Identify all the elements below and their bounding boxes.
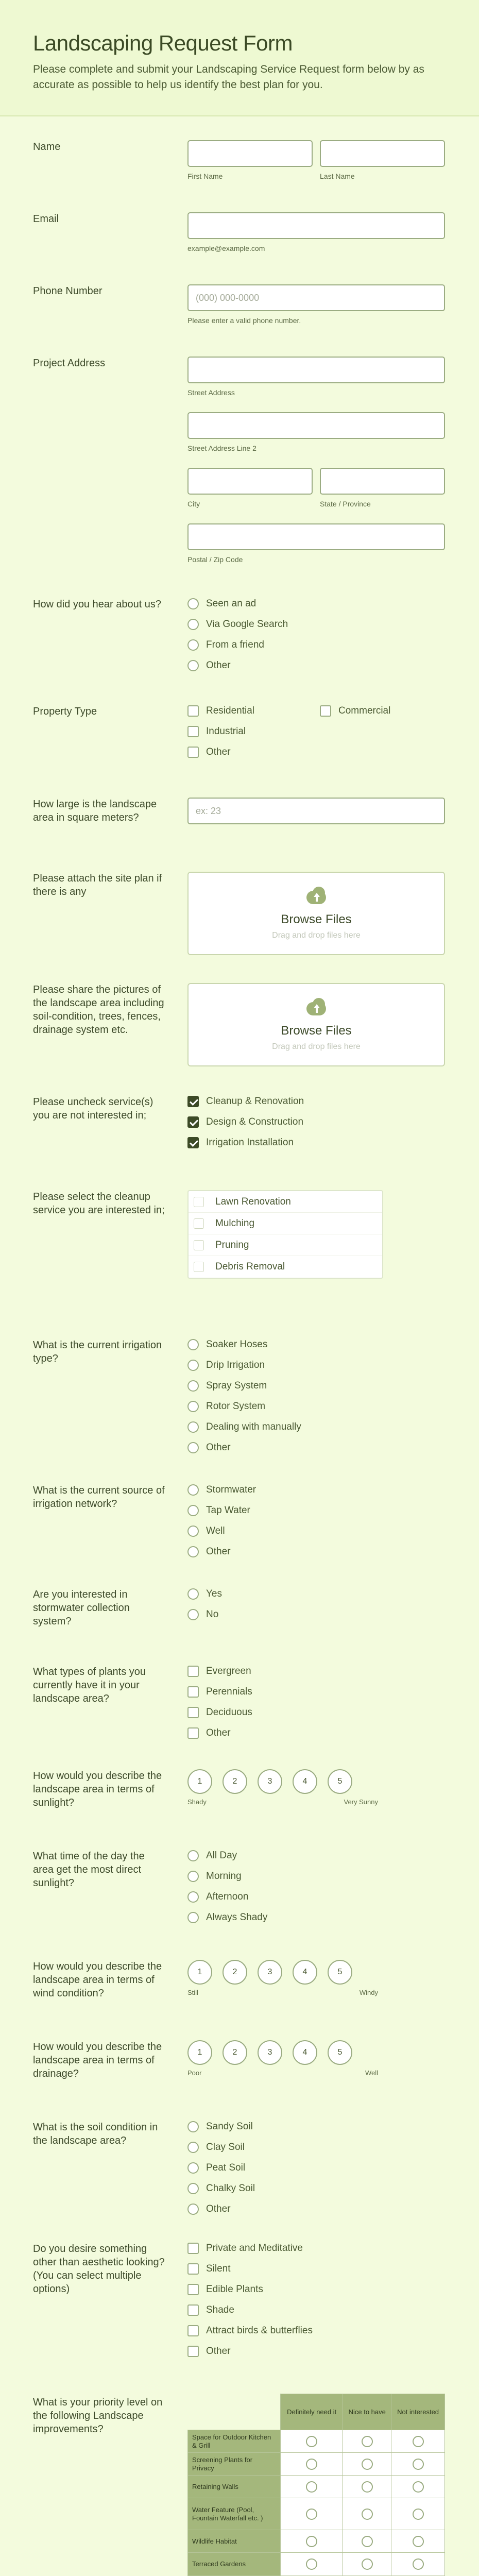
soil-label: What is the soil condition in the landscape area? [33,2122,158,2146]
irrigation-option[interactable] [187,1334,445,1355]
radio-icon [187,1505,199,1516]
heard-option[interactable] [187,614,445,635]
option-label: Design & Construction [206,1116,304,1127]
heard-option[interactable] [187,635,445,655]
email-sublabel: example@example.com [187,244,265,252]
property-option[interactable] [187,701,313,721]
scale-option[interactable]: 5 [328,1960,352,1985]
aesthetic-option[interactable] [187,2259,445,2279]
street-input[interactable] [187,357,445,383]
soil-option[interactable] [187,2158,445,2178]
aesthetic-option[interactable] [187,2279,445,2300]
scale-low-label: Still [187,1989,198,1996]
city-input[interactable] [187,468,313,495]
matrix-row [188,2430,445,2453]
soil-option[interactable] [187,2178,445,2199]
property-row [33,705,445,757]
sun-time-row [33,1850,445,1923]
checkbox-icon [187,1686,199,1698]
option-label: Soaker Hoses [206,1339,268,1350]
uncheck-label: Please uncheck service(s) you are not interested in; [33,1096,153,1121]
pictures-upload[interactable] [187,983,445,1066]
option-label: Residential [206,705,254,716]
drainage-row [33,2040,445,2080]
irrigation-label: What is the current irrigation type? [33,1340,162,1364]
radio-icon [187,1588,199,1600]
scale-high-label: Windy [359,1989,378,1996]
radio-icon [187,1609,199,1620]
form-header [0,0,479,116]
option-label: Peat Soil [206,2162,246,2173]
sun-time-option[interactable] [187,1845,445,1866]
cleanup-label: Please select the cleanup service you are interested in; [33,1191,165,1216]
zip-sublabel: Postal / Zip Code [187,555,243,564]
radio-icon [187,639,199,651]
drag-drop-hint: Drag and drop files here [272,931,361,940]
plants-option[interactable] [187,1702,445,1723]
checkbox-icon [187,2325,199,2336]
area-label: How large is the landscape area in square meters? [33,799,157,823]
option-label: Other [206,2204,231,2214]
radio-icon [306,2459,317,2470]
option-label: Cleanup & Renovation [206,1096,304,1107]
drainage-label: How would you describe the landscape area in terms of drainage? [33,2041,162,2079]
option-label: Other [206,2346,231,2357]
option-label: Industrial [206,726,246,737]
radio-icon [413,2558,424,2570]
sunlight-row [33,1769,445,1809]
option-label: Morning [206,1871,242,1882]
option-label: Evergreen [206,1666,251,1676]
matrix-row-label: Wildlife Habitat [188,2530,281,2553]
radio-icon [187,1339,199,1350]
checkbox-icon [187,2284,199,2295]
plants-option[interactable] [187,1661,445,1682]
irrigation-row [33,1338,445,1453]
aesthetic-option[interactable] [187,2341,445,2362]
checkbox-icon [187,1707,199,1718]
address-row [33,357,445,564]
radio-icon [413,2509,424,2520]
checkbox-icon [187,2263,199,2275]
scale-option[interactable]: 5 [328,1769,352,1794]
checkbox-checked-icon [187,1137,199,1148]
wind-label: How would you describe the landscape area in terms of wind condition? [33,1961,162,1999]
option-label: Other [206,1442,231,1453]
property-option[interactable] [187,742,445,762]
scale-option[interactable]: 2 [223,1960,247,1985]
water-source-option[interactable] [187,1480,445,1500]
cleanup-option[interactable] [189,1191,382,1213]
option-label: Tap Water [206,1505,250,1516]
last-name-input[interactable] [320,140,445,167]
street-sublabel: Street Address [187,388,235,397]
option-label: Rotor System [206,1401,266,1412]
soil-option[interactable] [187,2199,445,2219]
aesthetic-option[interactable] [187,2238,445,2259]
scale-option[interactable]: 4 [293,1960,317,1985]
radio-icon [306,2509,317,2520]
radio-icon [187,2183,199,2194]
heard-label: How did you hear about us? [33,599,162,610]
last-name-sublabel: Last Name [320,172,355,180]
checkbox-icon [187,2243,199,2254]
water-source-label: What is the current source of irrigation network? [33,1485,165,1510]
property-option[interactable] [320,701,445,721]
option-label: Mulching [215,1217,255,1229]
option-label: No [206,1609,219,1620]
matrix-row [188,2476,445,2498]
checkbox-icon [187,726,199,737]
priority-label: What is your priority level on the following Landscape improvements? [33,2397,163,2435]
state-input[interactable] [320,468,445,495]
property-label: Property Type [33,706,97,717]
option-label: Deciduous [206,1707,252,1718]
matrix-row-label: Water Feature (Pool, Fountain Waterfall etc. ) [188,2498,281,2530]
email-label: Email [33,213,59,225]
scale-option[interactable]: 3 [258,1769,282,1794]
scale-option[interactable]: 2 [223,1769,247,1794]
name-label: Name [33,141,61,152]
phone-input[interactable]: (000) 000-0000 [187,284,445,311]
radio-icon [306,2536,317,2547]
service-option[interactable] [187,1132,445,1153]
upload-cloud-icon [301,887,331,906]
checkbox-checked-icon [187,1116,199,1128]
service-option[interactable] [187,1091,445,1112]
uncheck-row [33,1095,445,1148]
form-description: Please complete and submit your Landscaping Service Request form below by as accurate as possible to help us identify the best plan for you. [33,63,424,91]
matrix-row-label: Retaining Walls [188,2476,281,2498]
street2-input[interactable] [187,412,445,439]
site-plan-label: Please attach the site plan if there is any [33,873,162,897]
soil-row [33,2121,445,2214]
pictures-label: Please share the pictures of the landscape area including soil-condition, trees, fences, drainage system etc. [33,984,164,1036]
option-label: Private and Meditative [206,2243,303,2253]
radio-icon [187,1526,199,1537]
soil-option[interactable] [187,2116,445,2137]
checkbox-icon [194,1197,204,1207]
option-label: Drip Irrigation [206,1360,265,1370]
first-name-sublabel: First Name [187,172,223,180]
city-sublabel: City [187,500,200,508]
checkbox-icon [187,2304,199,2316]
scale-option[interactable]: 4 [293,1769,317,1794]
matrix-row-label: Terraced Gardens [188,2553,281,2575]
area-row [33,798,445,824]
option-label: Lawn Renovation [215,1196,291,1207]
scale-option[interactable]: 2 [223,2040,247,2065]
radio-icon [187,2204,199,2215]
radio-icon [187,1850,199,1861]
browse-files-button[interactable]: Browse Files [281,1024,352,1038]
option-label: Chalky Soil [206,2183,255,2194]
site-plan-row [33,872,445,940]
aesthetic-option[interactable] [187,2300,445,2320]
radio-icon [187,1546,199,1557]
option-label: Shade [206,2304,234,2315]
option-label: Debris Removal [215,1261,285,1272]
email-input[interactable] [187,212,445,239]
service-option[interactable] [187,1112,445,1132]
irrigation-option[interactable] [187,1437,445,1458]
option-label: All Day [206,1850,237,1861]
irrigation-option[interactable] [187,1376,445,1396]
option-label: Spray System [206,1380,267,1391]
irrigation-option[interactable] [187,1417,445,1437]
radio-icon [362,2536,373,2547]
sun-time-option[interactable] [187,1866,445,1887]
plants-label: What types of plants you currently have it in your landscape area? [33,1666,146,1704]
scale-option[interactable]: 1 [187,2040,212,2065]
radio-icon [187,1442,199,1453]
sun-time-option[interactable] [187,1907,445,1928]
scale-option[interactable]: 3 [258,1960,282,1985]
option-label: Silent [206,2263,231,2274]
matrix-row [188,2498,445,2530]
property-option[interactable] [187,721,445,742]
radio-icon [187,1912,199,1923]
heard-row [33,598,445,671]
water-source-option[interactable] [187,1521,445,1541]
option-label: Other [206,747,231,757]
irrigation-option[interactable] [187,1396,445,1417]
radio-icon [187,1380,199,1392]
phone-row [33,284,445,325]
radio-icon [187,2162,199,2174]
street2-sublabel: Street Address Line 2 [187,444,256,452]
matrix-column-header: Not interested [391,2394,445,2430]
browse-files-button[interactable]: Browse Files [281,912,352,926]
phone-label: Phone Number [33,285,102,297]
option-label: From a friend [206,639,264,650]
radio-icon [413,2459,424,2470]
matrix-column-header: Definitely need it [281,2394,343,2430]
option-label: Dealing with manually [206,1421,301,1432]
option-label: Always Shady [206,1912,268,1923]
option-label: Afternoon [206,1891,249,1902]
address-label: Project Address [33,358,106,369]
option-label: Other [206,660,231,671]
radio-icon [362,2481,373,2493]
wind-row [33,1960,445,2000]
matrix-row-label: Space for Outdoor Kitchen & Grill [188,2430,281,2453]
radio-icon [362,2436,373,2447]
radio-icon [306,2436,317,2447]
zip-input[interactable] [187,523,445,550]
stormwater-option[interactable] [187,1584,445,1604]
aesthetic-label: Do you desire something other than aesthetic looking? (You can select multiple options) [33,2243,165,2295]
first-name-input[interactable] [187,140,313,167]
scale-low-label: Poor [187,2069,202,2077]
scale-low-label: Shady [187,1798,207,1806]
heard-option[interactable] [187,655,445,676]
option-label: Via Google Search [206,619,288,630]
stormwater-row [33,1588,445,1628]
checkbox-checked-icon [187,1096,199,1107]
irrigation-option[interactable] [187,1355,445,1376]
option-label: Perennials [206,1686,252,1697]
aesthetic-row [33,2242,445,2357]
water-source-option[interactable] [187,1500,445,1521]
radio-icon [362,2558,373,2570]
radio-icon [187,598,199,609]
area-input[interactable]: ex: 23 [187,798,445,824]
matrix-row [188,2453,445,2476]
radio-icon [362,2459,373,2470]
stormwater-option[interactable] [187,1604,445,1625]
priority-matrix [187,2394,445,2576]
option-label: Other [206,1727,231,1738]
option-label: Irrigation Installation [206,1137,294,1148]
water-source-row [33,1484,445,1557]
matrix-row-label: Screening Plants for Privacy [188,2453,281,2476]
cleanup-option[interactable] [189,1234,382,1256]
option-label: Stormwater [206,1484,256,1495]
cleanup-row [33,1190,445,1272]
radio-icon [306,2558,317,2570]
option-label: Attract birds & butterflies [206,2325,313,2336]
heard-option[interactable] [187,594,445,614]
cleanup-option[interactable] [189,1213,382,1234]
matrix-column-header: Nice to have [343,2394,391,2430]
radio-icon [187,1421,199,1433]
radio-icon [187,2121,199,2132]
state-sublabel: State / Province [320,500,371,508]
site-plan-upload[interactable] [187,872,445,955]
plants-option[interactable] [187,1723,445,1743]
radio-icon [187,1891,199,1903]
radio-icon [306,2481,317,2493]
stormwater-label: Are you interested in stormwater collection system? [33,1589,130,1627]
radio-icon [187,1360,199,1371]
radio-icon [187,619,199,630]
sunlight-label: How would you describe the landscape area in terms of sunlight? [33,1770,162,1808]
scale-high-label: Well [365,2069,378,2077]
radio-icon [187,2142,199,2153]
plants-option[interactable] [187,1682,445,1702]
option-label: Yes [206,1588,222,1599]
option-label: Clay Soil [206,2142,245,2153]
matrix-row [188,2553,445,2575]
scale-option[interactable]: 5 [328,2040,352,2065]
option-label: Commercial [338,705,391,716]
aesthetic-option[interactable] [187,2320,445,2341]
upload-cloud-icon [301,998,331,1018]
option-label: Other [206,1546,231,1557]
drag-drop-hint: Drag and drop files here [272,1042,361,1051]
checkbox-icon [187,747,199,758]
scale-high-label: Very Sunny [344,1798,378,1806]
option-label: Well [206,1526,225,1536]
radio-icon [413,2481,424,2493]
phone-sublabel: Please enter a valid phone number. [187,316,301,325]
checkbox-icon [187,1666,199,1677]
option-label: Pruning [215,1239,249,1250]
radio-icon [413,2536,424,2547]
checkbox-icon [187,705,199,717]
cleanup-listbox [187,1190,383,1279]
plants-row [33,1665,445,1738]
soil-option[interactable] [187,2137,445,2158]
radio-icon [187,1401,199,1412]
checkbox-icon [187,2346,199,2357]
radio-icon [187,660,199,671]
water-source-option[interactable] [187,1541,445,1562]
checkbox-icon [320,705,331,717]
radio-icon [187,1484,199,1496]
scale-option[interactable]: 1 [187,1769,212,1794]
sun-time-option[interactable] [187,1887,445,1907]
option-label: Edible Plants [206,2284,263,2295]
email-row [33,212,445,252]
scale-option[interactable]: 4 [293,2040,317,2065]
checkbox-icon [194,1218,204,1229]
matrix-row [188,2530,445,2553]
priority-row [33,2394,445,2568]
form-title: Landscaping Request Form [33,31,293,55]
sun-time-label: What time of the day the area get the most direct sunlight? [33,1851,145,1889]
pictures-row [33,983,445,1051]
option-label: Sandy Soil [206,2121,253,2132]
checkbox-icon [194,1262,204,1272]
scale-option[interactable]: 1 [187,1960,212,1985]
cleanup-option[interactable] [189,1256,382,1278]
radio-icon [413,2436,424,2447]
name-row [33,140,445,180]
option-label: Seen an ad [206,598,256,609]
checkbox-icon [194,1240,204,1250]
radio-icon [362,2509,373,2520]
checkbox-icon [187,1727,199,1739]
scale-option[interactable]: 3 [258,2040,282,2065]
radio-icon [187,1871,199,1882]
